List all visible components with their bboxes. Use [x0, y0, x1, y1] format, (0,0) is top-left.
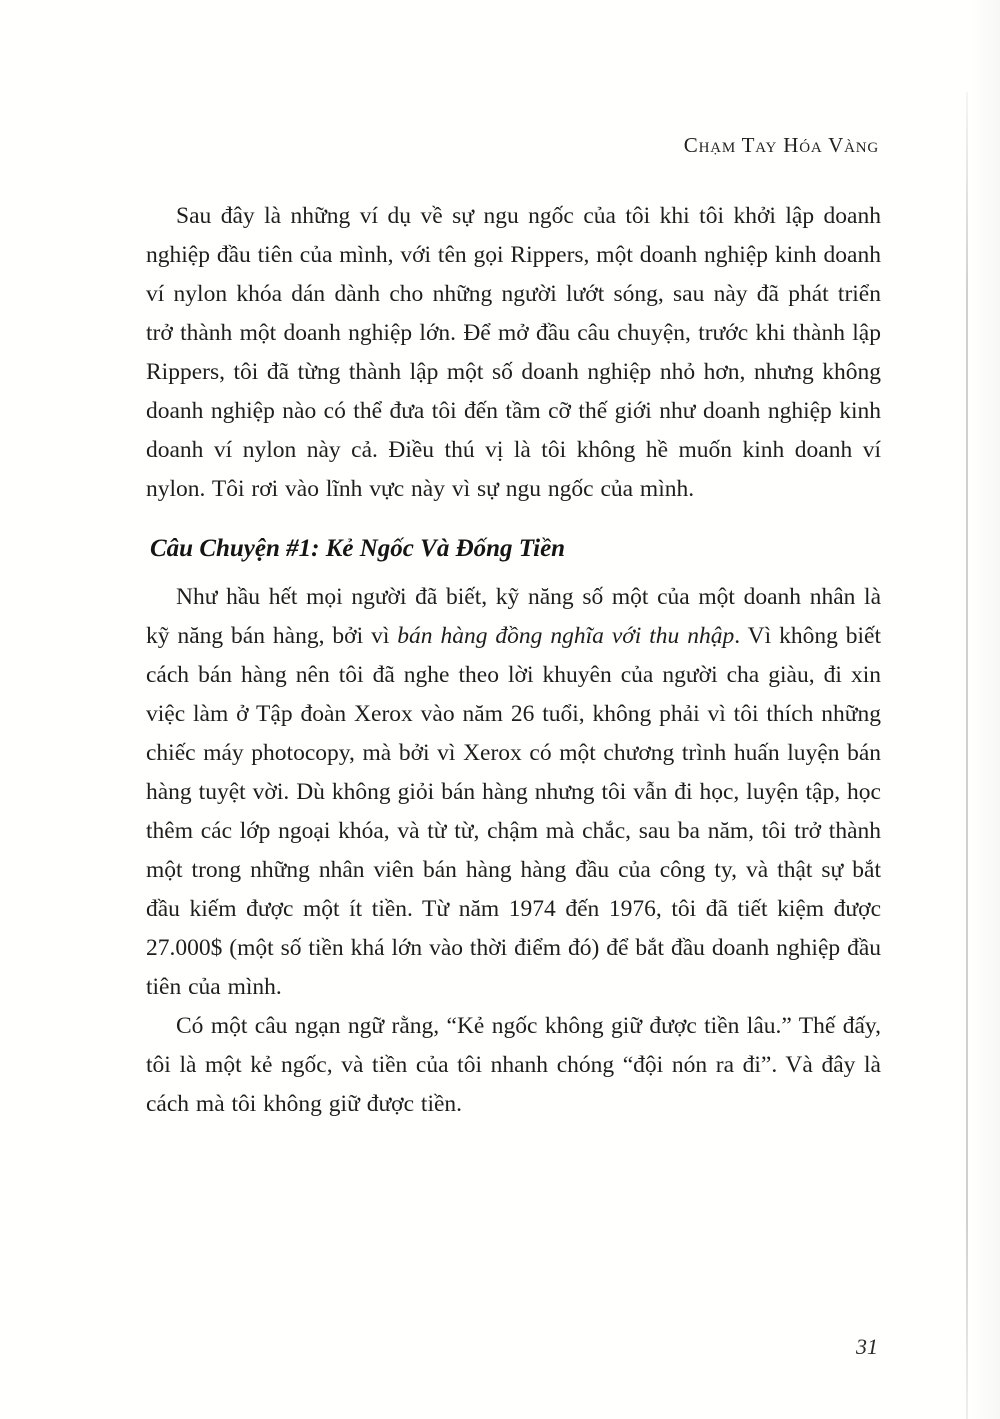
scan-edge-shading	[970, 0, 1000, 1419]
page-content	[146, 197, 881, 1124]
running-header: Chạm Tay Hóa Vàng	[683, 133, 879, 157]
paragraph-story	[146, 578, 881, 1007]
paragraph-intro: Sau đây là những ví dụ về sự ngu ngốc của tôi khi tôi khởi lập doanh nghiệp đầu tiên của mình, với tên gọi Rippers, một doanh nghiệp kinh doanh ví nylon khóa dán dành cho những người lướt sóng, sau này đã phát triển trở thành một doanh nghiệp lớn. Để mở đầu câu chuyện, trước khi thành lập Rippers, tôi đã từng thành lập một số doanh nghiệp nhỏ hơn, nhưng không doanh nghiệp nào có thể đưa tôi đến tầm cỡ thế giới như doanh nghiệp kinh doanh ví nylon này cả. Điều thú vị là tôi không hề muốn kinh doanh ví nylon. Tôi rơi vào lĩnh vực này vì sự ngu ngốc của mình.	[146, 203, 881, 502]
paragraph-story-text-1: Như hầu hết mọi người đã biết, kỹ năng số một của một doanh nhân là kỹ năng bán hàng, bởi vì	[146, 584, 881, 649]
scan-artifact-line	[966, 92, 968, 1419]
page-number: 31	[856, 1334, 878, 1359]
paragraph-story-emphasis: bán hàng đồng nghĩa với thu nhập	[397, 623, 735, 649]
paragraph-proverb: Có một câu ngạn ngữ rằng, “Kẻ ngốc không giữ được tiền lâu.” Thế đấy, tôi là một kẻ ngốc, và tiền của tôi nhanh chóng “đội nón ra đi”. Và đây là cách mà tôi không giữ được tiền.	[146, 1013, 881, 1117]
section-heading: Câu Chuyện #1: Kẻ Ngốc Và Đống Tiền	[150, 535, 566, 562]
paragraph-story-text-2: . Vì không biết cách bán hàng nên tôi đã nghe theo lời khuyên của người cha giàu, đi xin việc làm ở Tập đoàn Xerox vào năm 26 tuổi, không phải vì tôi thích những chiếc máy photocopy, mà bởi vì Xerox có một chương trình huấn luyện bán hàng tuyệt vời. Dù không giỏi bán hàng nhưng tôi vẫn đi học, luyện tập, học thêm các lớp ngoại khóa, và từ từ, chậm mà chắc, sau ba năm, tôi trở thành một trong những nhân viên bán hàng hàng đầu của công ty, và thật sự bắt đầu kiếm được một ít tiền. Từ năm 1974 đến 1976, tôi đã tiết kiệm được 27.000$ (một số tiền khá lớn vào thời điểm đó) để bắt đầu doanh nghiệp đầu tiên của mình.	[146, 623, 882, 1000]
